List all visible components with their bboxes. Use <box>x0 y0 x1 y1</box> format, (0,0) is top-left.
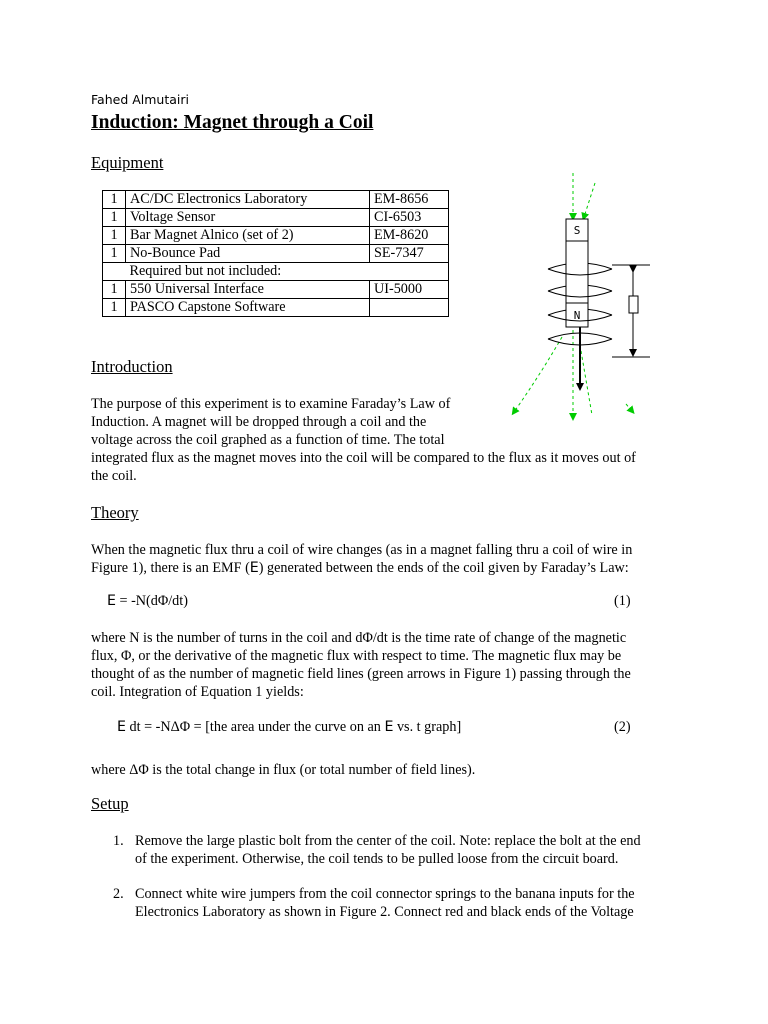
qty-cell: 1 <box>103 245 126 263</box>
text-run: Figure 1), there is an EMF ( <box>91 560 250 576</box>
qty-cell: 1 <box>103 299 126 317</box>
list-line: Connect white wire jumpers from the coil connector springs to the banana inputs for the <box>135 886 635 902</box>
item-cell: Voltage Sensor <box>126 209 370 227</box>
equation-1-number: (1) <box>614 593 631 609</box>
code-cell: SE-7347 <box>370 245 449 263</box>
qty-cell: 1 <box>103 209 126 227</box>
equation-text: = -N(dΦ/dt) <box>115 593 188 609</box>
setup-heading: Setup <box>91 794 129 813</box>
magnet-north-label: N <box>573 309 581 322</box>
theory-paragraph-3: where ΔΦ is the total change in flux (or total number of field lines). <box>91 762 476 778</box>
page-title: Induction: Magnet through a Coil <box>91 112 374 133</box>
qty-cell: 1 <box>103 227 126 245</box>
author-name: Fahed Almutairi <box>91 92 189 107</box>
table-row <box>103 299 449 317</box>
emf-symbol: E <box>384 719 394 735</box>
theory-line: thought of as the number of magnetic field lines (green arrows in Figure 1) passing through the <box>91 666 631 682</box>
code-cell: EM-8620 <box>370 227 449 245</box>
table-row <box>103 191 449 209</box>
equation-1 <box>107 593 188 610</box>
code-cell <box>370 299 449 317</box>
intro-line: the coil. <box>91 468 137 484</box>
emf-symbol: E <box>249 560 259 576</box>
intro-line: Induction. A magnet will be dropped through a coil and the <box>91 414 427 430</box>
theory-paragraph-2 <box>91 629 691 701</box>
list-text <box>135 885 685 921</box>
table-row <box>103 263 449 281</box>
equation-2-number: (2) <box>614 719 631 735</box>
theory-heading: Theory <box>91 503 139 522</box>
emf-symbol: E <box>107 593 116 609</box>
item-cell: No-Bounce Pad <box>126 245 370 263</box>
theory-line <box>91 559 691 577</box>
intro-paragraph <box>91 395 691 485</box>
magnet-south-label: S <box>573 224 581 237</box>
qty-cell: 1 <box>103 281 126 299</box>
length-symbol-box <box>629 296 638 313</box>
introduction-heading: Introduction <box>91 357 173 376</box>
item-cell: AC/DC Electronics Laboratory <box>126 191 370 209</box>
list-item <box>113 885 683 921</box>
equation-text: dt = -NΔΦ = [the area under the curve on an <box>125 719 385 735</box>
field-line-arrow <box>584 183 595 217</box>
table-row <box>103 227 449 245</box>
intro-line: The purpose of this experiment is to examine Faraday’s Law of <box>91 396 451 412</box>
equipment-heading: Equipment <box>91 153 164 172</box>
qty-cell: 1 <box>103 191 126 209</box>
list-number: 1. <box>113 833 124 849</box>
list-item <box>113 832 683 868</box>
item-cell: PASCO Capstone Software <box>126 299 370 317</box>
list-line: of the experiment. Otherwise, the coil tends to be pulled loose from the circuit board. <box>135 851 619 867</box>
item-cell: 550 Universal Interface <box>126 281 370 299</box>
theory-line: coil. Integration of Equation 1 yields: <box>91 684 304 700</box>
code-cell: UI-5000 <box>370 281 449 299</box>
list-line: Remove the large plastic bolt from the center of the coil. Note: replace the bolt at the end <box>135 833 641 849</box>
theory-line: When the magnetic flux thru a coil of wire changes (as in a magnet falling thru a coil of wire in <box>91 542 633 558</box>
list-text <box>135 832 685 868</box>
table-row <box>103 281 449 299</box>
text-run: ) generated between the ends of the coil given by Faraday’s Law: <box>258 560 629 576</box>
magnet-coil-figure <box>500 165 670 430</box>
code-cell: EM-8656 <box>370 191 449 209</box>
theory-paragraph-1 <box>91 541 691 577</box>
list-line: Electronics Laboratory as shown in Figure 2. Connect red and black ends of the Voltage <box>135 904 634 920</box>
emf-symbol: E <box>117 719 126 735</box>
intro-line: voltage across the coil graphed as a function of time. The total <box>91 432 445 448</box>
equation-text: vs. t graph] <box>393 719 462 735</box>
intro-line: integrated flux as the magnet moves into the coil will be compared to the flux as it moves out of <box>91 450 636 466</box>
list-number: 2. <box>113 886 124 902</box>
theory-line: flux, Φ, or the derivative of the magnetic flux with respect to time. The magnetic flux may be <box>91 648 622 664</box>
theory-line: where N is the number of turns in the coil and dΦ/dt is the time rate of change of the magnetic <box>91 630 627 646</box>
table-row <box>103 245 449 263</box>
table-row <box>103 209 449 227</box>
code-cell: CI-6503 <box>370 209 449 227</box>
qty-cell <box>103 263 126 281</box>
item-cell: Bar Magnet Alnico (set of 2) <box>126 227 370 245</box>
item-cell: Required but not included: <box>126 263 449 281</box>
equipment-table <box>102 190 449 317</box>
equation-2 <box>117 719 461 736</box>
